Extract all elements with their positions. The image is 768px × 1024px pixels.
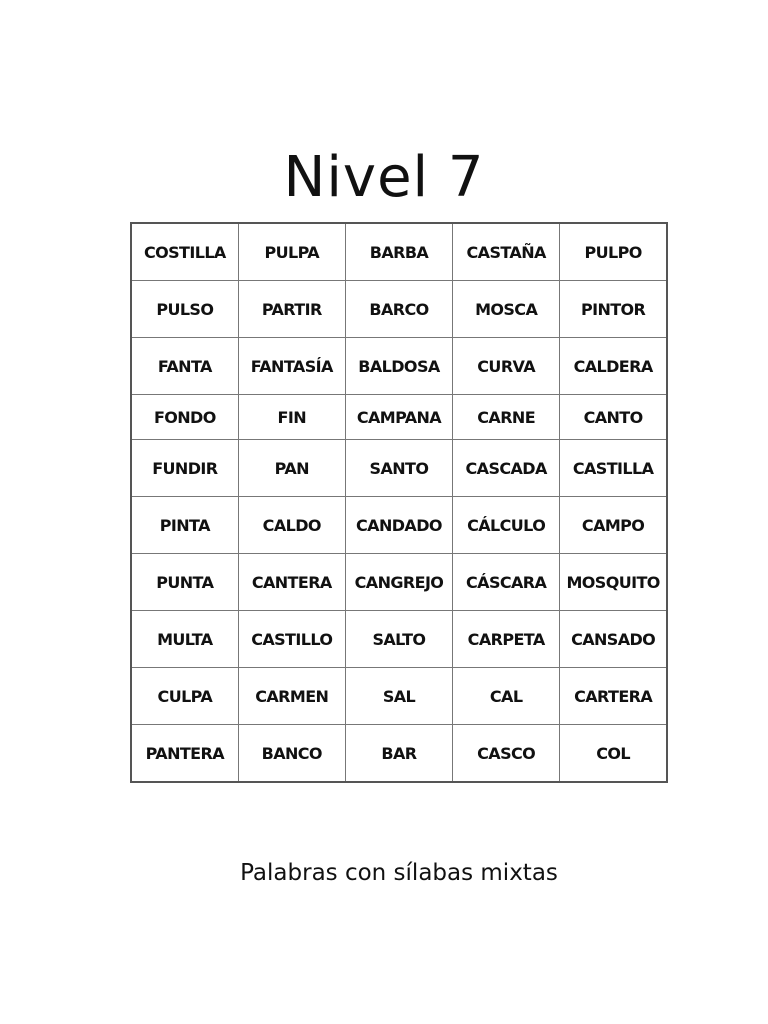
word-cell: SALTO [345, 611, 452, 668]
word-cell: PINTA [131, 497, 238, 554]
word-cell: SAL [345, 668, 452, 725]
word-cell: PINTOR [560, 281, 667, 338]
word-cell: FUNDIR [131, 440, 238, 497]
word-cell: BARBA [345, 223, 452, 281]
grid-row [131, 725, 667, 783]
word-cell: BALDOSA [345, 338, 452, 395]
word-cell: CAMPANA [345, 395, 452, 440]
word-cell: CALDERA [560, 338, 667, 395]
word-cell: CÁLCULO [453, 497, 560, 554]
grid-row [131, 281, 667, 338]
word-cell: CANTO [560, 395, 667, 440]
word-cell: CALDO [238, 497, 345, 554]
word-cell: CAMPO [560, 497, 667, 554]
grid-row [131, 223, 667, 281]
word-cell: BANCO [238, 725, 345, 783]
word-cell: CASTILLA [560, 440, 667, 497]
word-cell: CASTILLO [238, 611, 345, 668]
word-cell: MOSQUITO [560, 554, 667, 611]
word-cell: CARNE [453, 395, 560, 440]
word-cell: CARTERA [560, 668, 667, 725]
word-cell: CASCADA [453, 440, 560, 497]
grid-row [131, 440, 667, 497]
word-cell: COL [560, 725, 667, 783]
word-cell: SANTO [345, 440, 452, 497]
grid-row [131, 668, 667, 725]
word-cell: FONDO [131, 395, 238, 440]
word-cell: MULTA [131, 611, 238, 668]
word-grid [130, 222, 668, 783]
word-cell: CASCO [453, 725, 560, 783]
word-cell: CÁSCARA [453, 554, 560, 611]
word-cell: PUNTA [131, 554, 238, 611]
page-title: Nivel 7 [283, 144, 485, 210]
word-cell: CURVA [453, 338, 560, 395]
word-cell: CANSADO [560, 611, 667, 668]
grid-row [131, 338, 667, 395]
page-subtitle: Palabras con sílabas mixtas [240, 860, 558, 886]
word-cell: CANGREJO [345, 554, 452, 611]
word-cell: FIN [238, 395, 345, 440]
word-cell: CARPETA [453, 611, 560, 668]
word-cell: COSTILLA [131, 223, 238, 281]
word-cell: PULPA [238, 223, 345, 281]
word-cell: PAN [238, 440, 345, 497]
word-cell: CARMEN [238, 668, 345, 725]
word-cell: BARCO [345, 281, 452, 338]
grid-row [131, 554, 667, 611]
word-cell: FANTASÍA [238, 338, 345, 395]
grid-row [131, 395, 667, 440]
word-cell: PULPO [560, 223, 667, 281]
word-cell: BAR [345, 725, 452, 783]
word-cell: MOSCA [453, 281, 560, 338]
word-cell: FANTA [131, 338, 238, 395]
word-cell: CANDADO [345, 497, 452, 554]
word-cell: PANTERA [131, 725, 238, 783]
grid-row [131, 497, 667, 554]
grid-row [131, 611, 667, 668]
word-cell: CULPA [131, 668, 238, 725]
word-cell: CANTERA [238, 554, 345, 611]
word-cell: PULSO [131, 281, 238, 338]
word-cell: CASTAÑA [453, 223, 560, 281]
word-cell: PARTIR [238, 281, 345, 338]
word-cell: CAL [453, 668, 560, 725]
